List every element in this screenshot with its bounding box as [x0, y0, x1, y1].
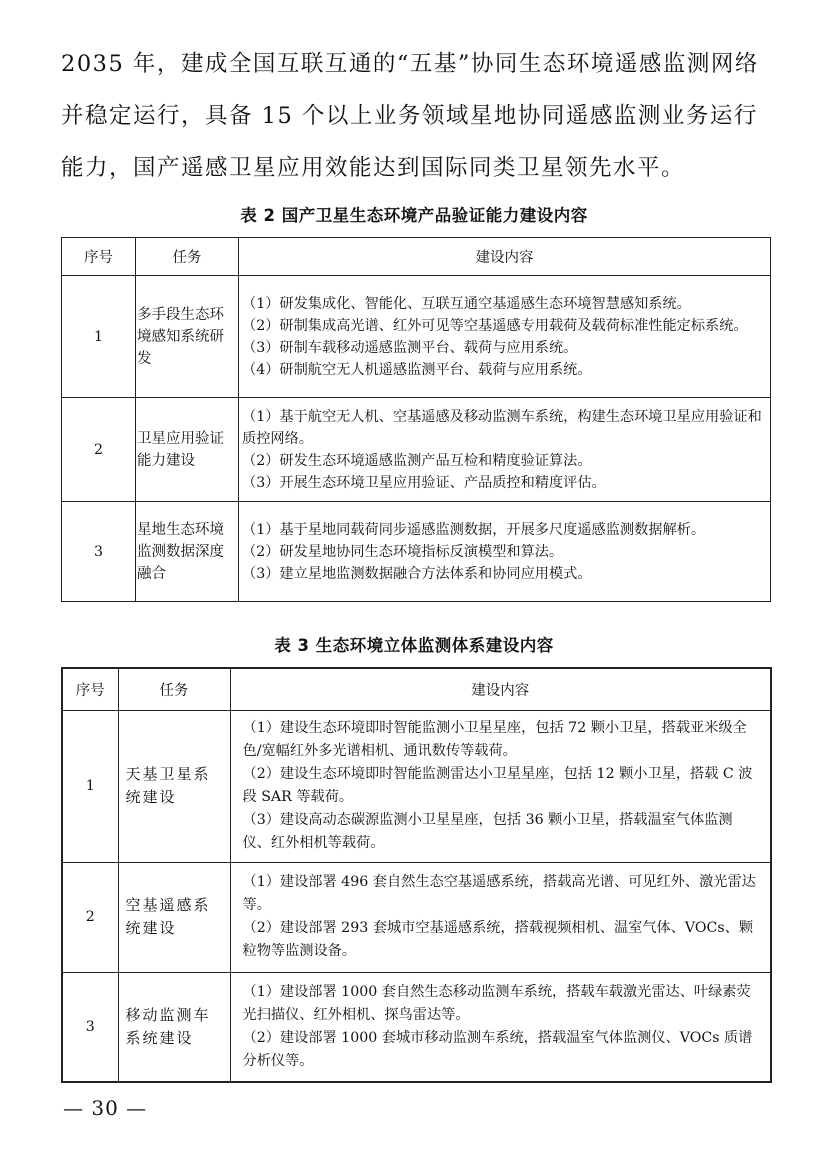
row-content	[239, 398, 771, 502]
row-num: 2	[62, 862, 118, 972]
row-num: 1	[62, 276, 136, 398]
content-item: （2）研发星地协同生态环境指标反演模型和算法。	[242, 543, 564, 560]
content-item: （2）研制集成高光谱、红外可见等空基遥感专用载荷及载荷标准性能定标系统。	[242, 317, 748, 334]
content-item: （2）建设部署 293 套城市空基遥感系统，搭载视频相机、温室气体、VOCs、颗粒物等监测设备。	[242, 920, 754, 959]
header-num: 序号	[62, 668, 118, 710]
page-number: — 30 —	[63, 1096, 148, 1120]
content-item: （3）开展生态环境卫星应用验证、产品质控和精度评估。	[242, 474, 606, 491]
row-task: 多手段生态环境感知系统研发	[136, 276, 239, 398]
paragraph-line: 2035 年，建成全国互联互通的“五基”协同生态环境遥感监测网络	[61, 51, 759, 77]
content-item: （3）建立星地监测数据融合方法体系和协同应用模式。	[242, 565, 592, 582]
table-row	[62, 972, 771, 1082]
row-task: 空基遥感系统建设	[118, 862, 230, 972]
row-task: 卫星应用验证能力建设	[136, 398, 239, 502]
row-task: 移动监测车系统建设	[118, 972, 230, 1082]
row-num: 2	[62, 398, 136, 502]
row-content	[230, 862, 771, 972]
content-item: （3）研制车载移动遥感监测平台、载荷与应用系统。	[242, 339, 578, 356]
table-row	[62, 276, 771, 398]
table2-caption: 表 2 国产卫星生态环境产品验证能力建设内容	[240, 206, 588, 225]
row-content	[239, 502, 771, 602]
row-num: 1	[62, 710, 118, 862]
table-row	[62, 862, 771, 972]
table-row	[62, 502, 771, 602]
paragraph-line: 能力，国产遥感卫星应用效能达到国际同类卫星领先水平。	[61, 155, 686, 181]
table-row	[62, 710, 771, 862]
row-content	[239, 276, 771, 398]
table-row	[62, 398, 771, 502]
content-item: （4）研制航空无人机遥感监测平台、载荷与应用系统。	[242, 361, 592, 378]
table3-header-row	[62, 668, 771, 710]
header-task: 任务	[118, 668, 230, 710]
content-item: （1）建设部署 496 套自然生态空基遥感系统，搭载高光谱、可见红外、激光雷达等。	[242, 874, 756, 913]
table3-caption: 表 3 生态环境立体监测体系建设内容	[274, 636, 554, 655]
row-num: 3	[62, 972, 118, 1082]
table2-header-row	[62, 238, 771, 276]
content-item: （2）建设部署 1000 套城市移动监测车系统，搭载温室气体监测仪、VOCs 质谱分析仪等。	[242, 1029, 753, 1069]
content-item: （1）基于航空无人机、空基遥感及移动监测车系统，构建生态环境卫星应用验证和质控网络。	[242, 408, 762, 447]
table2	[61, 237, 771, 602]
header-num: 序号	[62, 238, 136, 276]
content-item: （1）研发集成化、智能化、互联互通空基遥感生态环境智慧感知系统。	[242, 295, 691, 312]
content-item: （2）建设生态环境即时智能监测雷达小卫星星座，包括 12 颗小卫星，搭载 C 波段 SAR 等载荷。	[242, 766, 753, 805]
content-item: （1）建设部署 1000 套自然生态移动监测车系统，搭载车载激光雷达、叶绿素荧光扫描仪、红外相机、探鸟雷达等。	[242, 983, 751, 1023]
content-item: （1）建设生态环境即时智能监测小卫星星座，包括 72 颗小卫星，搭载亚米级全色/宽幅红外多光谱相机、通讯数传等载荷。	[242, 720, 747, 759]
content-item: （3）建设高动态碳源监测小卫星星座，包括 36 颗小卫星，搭载温室气体监测仪、红外相机等载荷。	[242, 812, 733, 851]
row-content	[230, 972, 771, 1082]
row-content	[230, 710, 771, 862]
content-item: （2）研发生态环境遥感监测产品互检和精度验证算法。	[242, 452, 592, 469]
content-item: （1）基于星地同载荷同步遥感监测数据，开展多尺度遥感监测数据解析。	[242, 521, 706, 538]
header-content: 建设内容	[230, 668, 771, 710]
header-content: 建设内容	[239, 238, 771, 276]
paragraph-line: 并稳定运行，具备 15 个以上业务领域星地协同遥感监测业务运行	[61, 103, 758, 129]
table3	[61, 667, 772, 1083]
header-task: 任务	[136, 238, 239, 276]
intro-paragraph	[61, 38, 773, 194]
row-task: 星地生态环境监测数据深度融合	[136, 502, 239, 602]
row-num: 3	[62, 502, 136, 602]
row-task: 天基卫星系统建设	[118, 710, 230, 862]
